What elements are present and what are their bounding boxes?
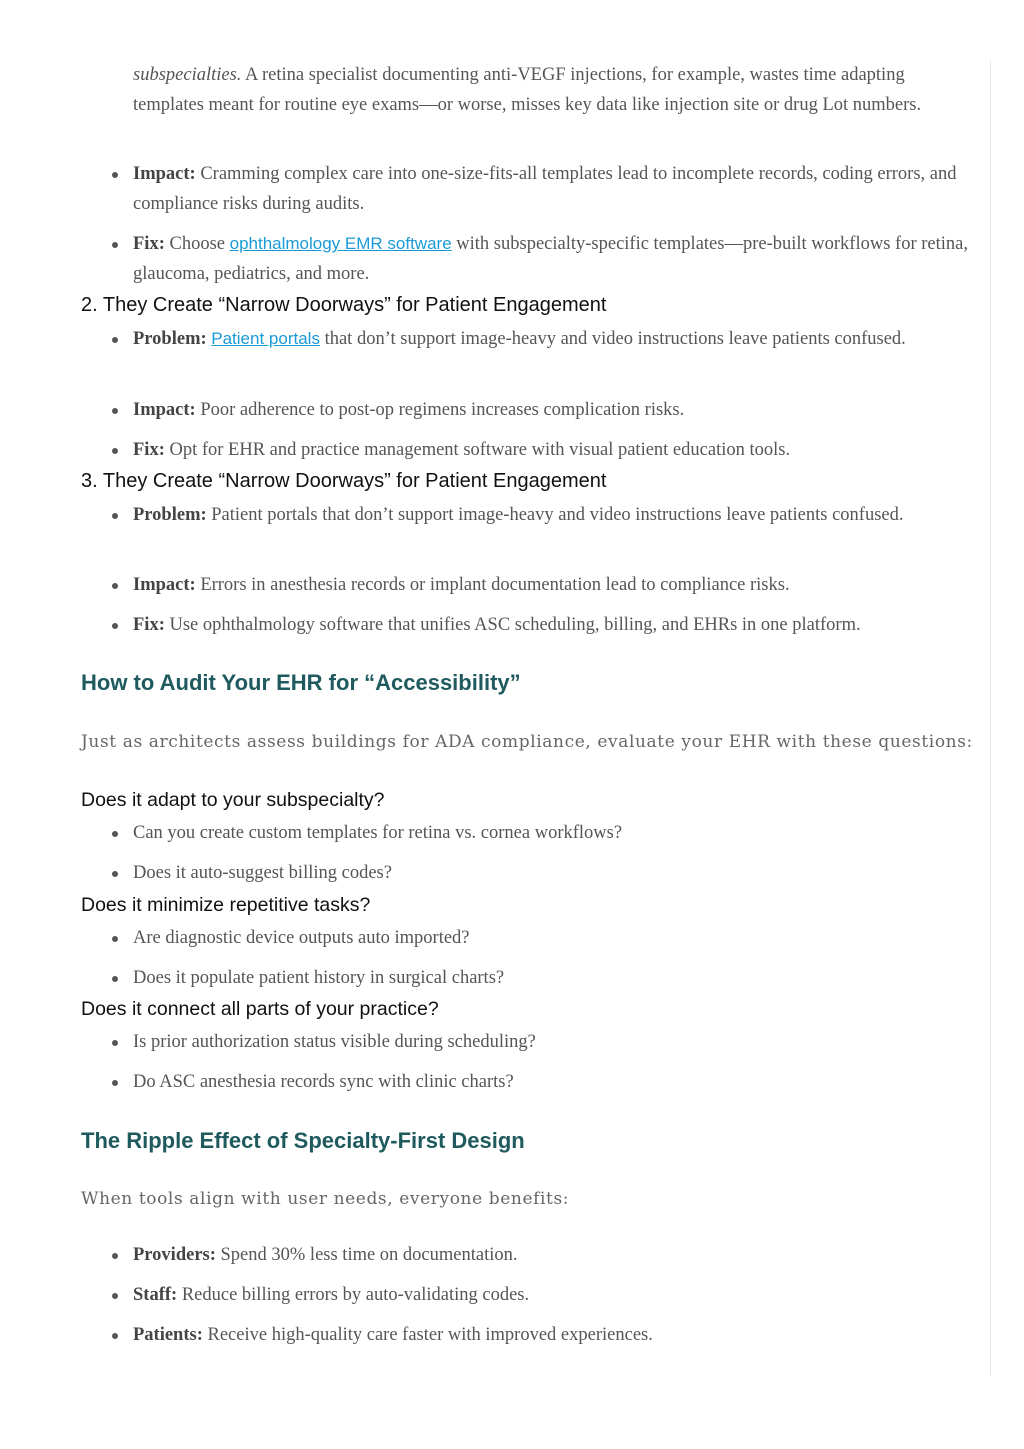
ripple-label: Patients: <box>133 1325 203 1345</box>
ophthalmology-emr-link[interactable]: ophthalmology EMR software <box>229 234 452 253</box>
ripple-text: Spend 30% less time on documentation. <box>215 1245 518 1265</box>
fix-text: Use ophthalmology software that unifies ASC scheduling, billing, and EHRs in one platform. <box>164 615 861 635</box>
bullet-icon <box>112 448 118 454</box>
impact-text: Cramming complex care into one-size-fits-all templates lead to incomplete records, coding errors, and compliance risks during audits. <box>133 164 957 214</box>
impact-label: Impact: <box>133 400 196 420</box>
problem-text: that don’t support image-heavy and video instructions leave patients confused. <box>319 329 906 349</box>
audit-item: Is prior authorization status visible during scheduling? <box>133 1032 536 1052</box>
section3-fix <box>133 610 973 640</box>
bullet-icon <box>112 936 118 942</box>
bullet-icon <box>112 831 118 837</box>
bullet-icon <box>112 1333 118 1339</box>
bullet-icon <box>112 242 118 248</box>
patient-portals-link[interactable]: Patient portals <box>211 329 320 348</box>
impact-label: Impact: <box>133 164 196 184</box>
intro-text: A retina specialist documenting anti-VEGF injections, for example, wastes time adapting templates meant for routine eye exams—or worse, misses key data like injection site or drug Lot numbers. <box>133 65 922 115</box>
bullet-icon <box>112 513 118 519</box>
audit-item: Can you create custom templates for retina vs. cornea workflows? <box>133 823 623 843</box>
ripple-label: Providers: <box>133 1245 216 1265</box>
ripple-item-providers <box>133 1240 973 1270</box>
problem-label: Problem: <box>133 329 207 349</box>
section3-impact <box>133 570 973 600</box>
bullet-icon <box>112 408 118 414</box>
bullet-icon <box>112 583 118 589</box>
section2-impact <box>133 395 973 425</box>
bullet-icon <box>112 623 118 629</box>
section2-fix <box>133 435 973 465</box>
bullet-icon <box>112 172 118 178</box>
audit-intro: Just as architects assess buildings for ADA compliance, evaluate your EHR with these questions: <box>81 732 973 752</box>
fix-post: with subspecialty-specific templates—pre-built workflows for retina, glaucoma, pediatrics, and more. <box>133 234 968 284</box>
section3-problem <box>133 500 973 530</box>
impact-text: Poor adherence to post-op regimens increases complication risks. <box>195 400 685 420</box>
audit-heading: How to Audit Your EHR for “Accessibility” <box>81 670 521 695</box>
problem-label: Problem: <box>133 505 207 525</box>
bullet-icon <box>112 976 118 982</box>
impact-text: Errors in anesthesia records or implant documentation lead to compliance risks. <box>195 575 790 595</box>
audit-question-3: Does it connect all parts of your practice? <box>81 998 439 1020</box>
item1-impact <box>133 159 973 219</box>
bullet-icon <box>112 1080 118 1086</box>
ripple-intro: When tools align with user needs, everyone benefits: <box>81 1189 570 1209</box>
ripple-heading: The Ripple Effect of Specialty-First Design <box>81 1128 525 1153</box>
intro-fragment <box>133 60 973 120</box>
audit-item: Are diagnostic device outputs auto imported? <box>133 928 470 948</box>
ripple-item-staff <box>133 1280 973 1310</box>
audit-question-2: Does it minimize repetitive tasks? <box>81 894 371 916</box>
ripple-text: Receive high-quality care faster with improved experiences. <box>202 1325 653 1345</box>
section-3-heading: 3. They Create “Narrow Doorways” for Patient Engagement <box>81 470 607 492</box>
fix-label: Fix: <box>133 440 165 460</box>
bullet-icon <box>112 1293 118 1299</box>
bullet-icon <box>112 871 118 877</box>
item1-fix <box>133 229 973 289</box>
audit-item: Do ASC anesthesia records sync with clinic charts? <box>133 1072 514 1092</box>
page-right-border <box>990 60 991 1376</box>
fix-text: Opt for EHR and practice management software with visual patient education tools. <box>164 440 791 460</box>
impact-label: Impact: <box>133 575 196 595</box>
section-2-heading: 2. They Create “Narrow Doorways” for Patient Engagement <box>81 294 607 316</box>
fix-pre: Choose <box>164 234 230 254</box>
intro-italic: subspecialties. <box>133 65 242 85</box>
section2-problem <box>133 324 973 354</box>
audit-item: Does it populate patient history in surgical charts? <box>133 968 505 988</box>
ripple-item-patients <box>133 1320 973 1350</box>
audit-question-1: Does it adapt to your subspecialty? <box>81 789 385 811</box>
audit-item: Does it auto-suggest billing codes? <box>133 863 392 883</box>
ripple-label: Staff: <box>133 1285 178 1305</box>
bullet-icon <box>112 1040 118 1046</box>
problem-text: Patient portals that don’t support image-heavy and video instructions leave patients confused. <box>206 505 904 525</box>
bullet-icon <box>112 1253 118 1259</box>
bullet-icon <box>112 337 118 343</box>
fix-label: Fix: <box>133 234 165 254</box>
fix-label: Fix: <box>133 615 165 635</box>
ripple-text: Reduce billing errors by auto-validating codes. <box>177 1285 530 1305</box>
